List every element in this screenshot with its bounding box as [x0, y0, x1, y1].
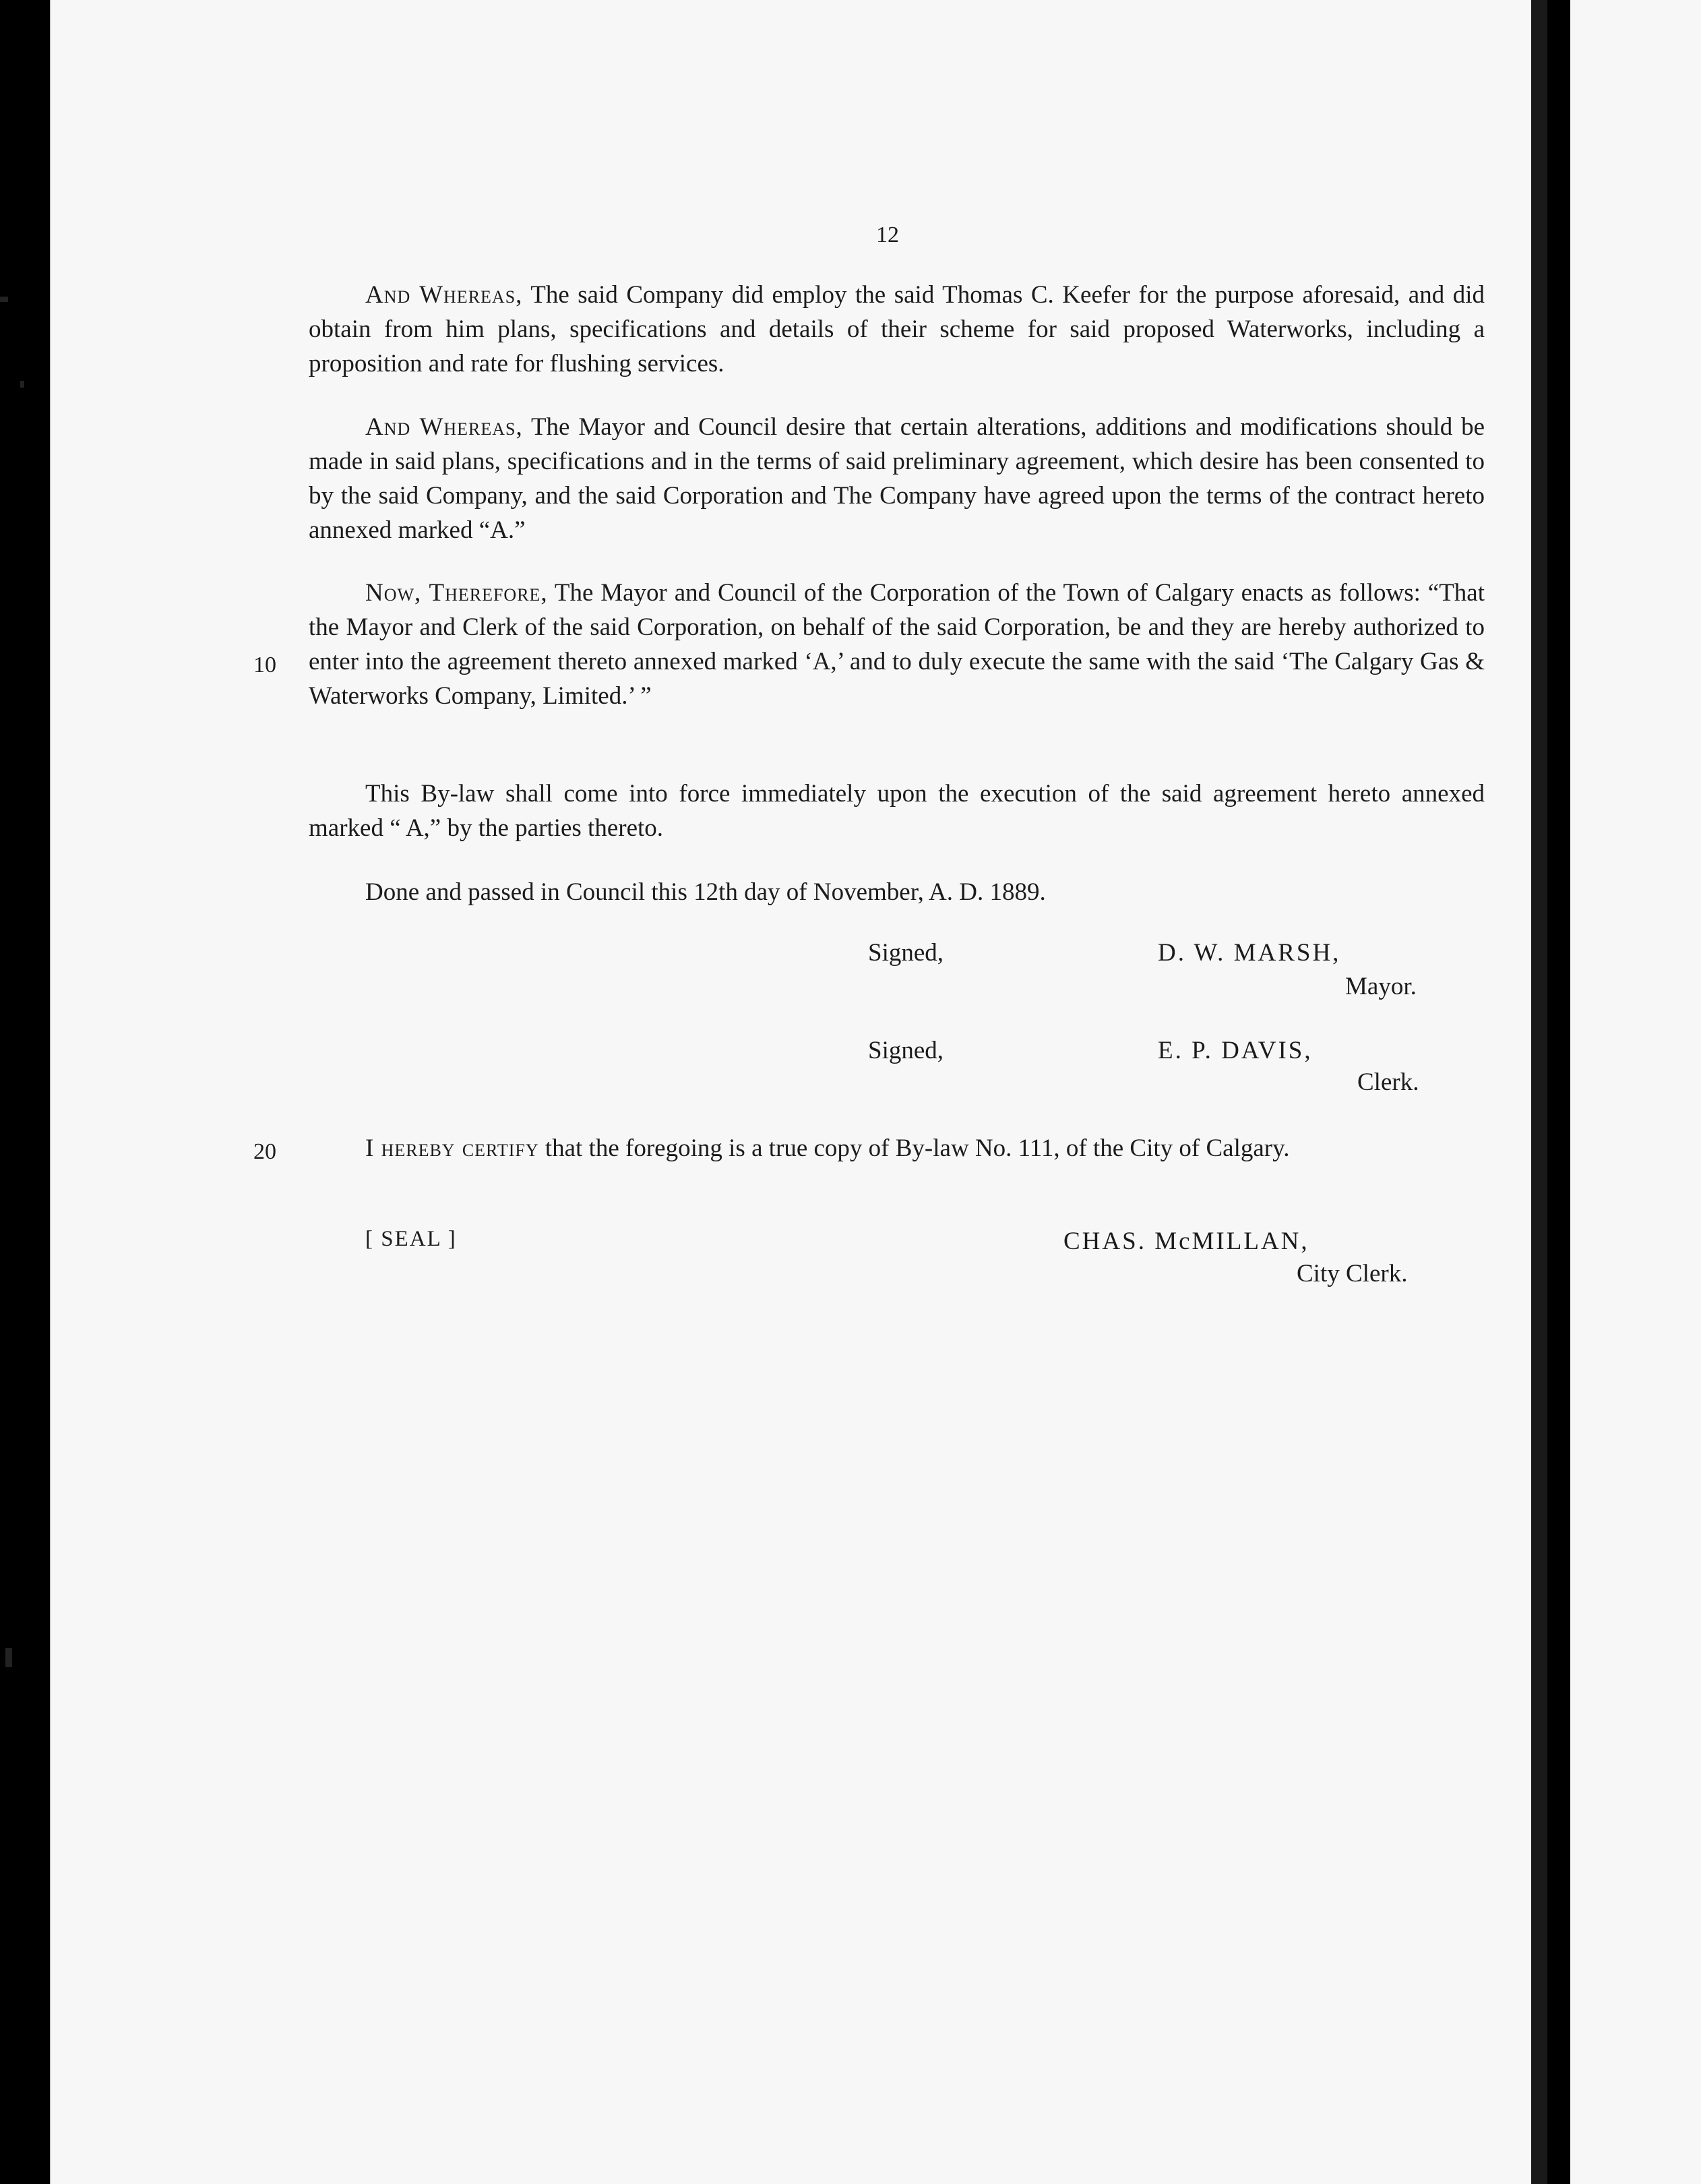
paragraph-whereas-keefer: [309, 278, 1485, 381]
mayor-title: Mayor.: [1345, 973, 1417, 1000]
seal-mark: [ SEAL ]: [365, 1227, 457, 1251]
paragraph-lead: And Whereas,: [365, 413, 523, 441]
mayor-name: D. W. MARSH,: [1158, 939, 1341, 967]
paragraph-done-passed: [309, 875, 1485, 909]
paragraph-lead: Now, Therefore,: [365, 579, 548, 607]
paragraph-text: that the foregoing is a true copy of By-law No. 111, of the City of Calgary.: [538, 1134, 1290, 1162]
page-number: 12: [876, 222, 899, 247]
paragraph-bylaw-force: [309, 777, 1485, 845]
signed-label-mayor: Signed,: [868, 939, 944, 967]
paragraph-text: This By-law shall come into force immediately upon the execution of the said agreement hereto annexed marked “ A,” by the parties thereto.: [309, 780, 1485, 842]
clerk-title: Clerk.: [1357, 1068, 1419, 1096]
scan-mark: [5, 1648, 12, 1667]
certifier-name: CHAS. McMILLAN,: [1063, 1227, 1309, 1255]
paragraph-now-therefore: [309, 576, 1485, 713]
page-gutter: [1531, 0, 1547, 2184]
paragraph-text: The Mayor and Council desire that certain alterations, additions and modifications should be made in said plans, specifications and in the terms of said preliminary agreement, which desire has been consented to by the said Company, and the said Corporation and The Company have agreed upon the terms of the contract hereto annexed marked “A.”: [309, 413, 1485, 544]
scan-mark: [0, 297, 8, 302]
paragraph-certification: [309, 1131, 1485, 1165]
line-number-20: 20: [253, 1139, 276, 1164]
signed-label-clerk: Signed,: [868, 1037, 944, 1064]
line-number-10: 10: [253, 653, 276, 677]
paragraph-whereas-alterations: [309, 410, 1485, 547]
paragraph-text: The Mayor and Council of the Corporation of the Town of Calgary enacts as follows: “That the Mayor and Clerk of the said Corporation, on behalf of the said Corporation, be and they are hereby authorized to enter into the agreement thereto annexed marked ‘A,’ and to duly execute the same with the said ‘The Calgary Gas & Waterworks Company, Limited.’ ”: [309, 579, 1485, 710]
clerk-name: E. P. DAVIS,: [1158, 1037, 1313, 1064]
paragraph-lead: I hereby certify: [365, 1134, 539, 1162]
facing-page-edge: [1570, 0, 1701, 2184]
paragraph-text: The said Company did employ the said Thomas C. Keefer for the purpose aforesaid, and did obtain from him plans, specifications and details of their scheme for said proposed Waterworks, including a proposition and rate for flushing services.: [309, 281, 1485, 377]
paragraph-lead: And Whereas,: [365, 281, 523, 309]
scan-mark: [20, 381, 24, 388]
paragraph-text: Done and passed in Council this 12th day of November, A. D. 1889.: [365, 878, 1046, 906]
certifier-title: City Clerk.: [1297, 1260, 1408, 1287]
